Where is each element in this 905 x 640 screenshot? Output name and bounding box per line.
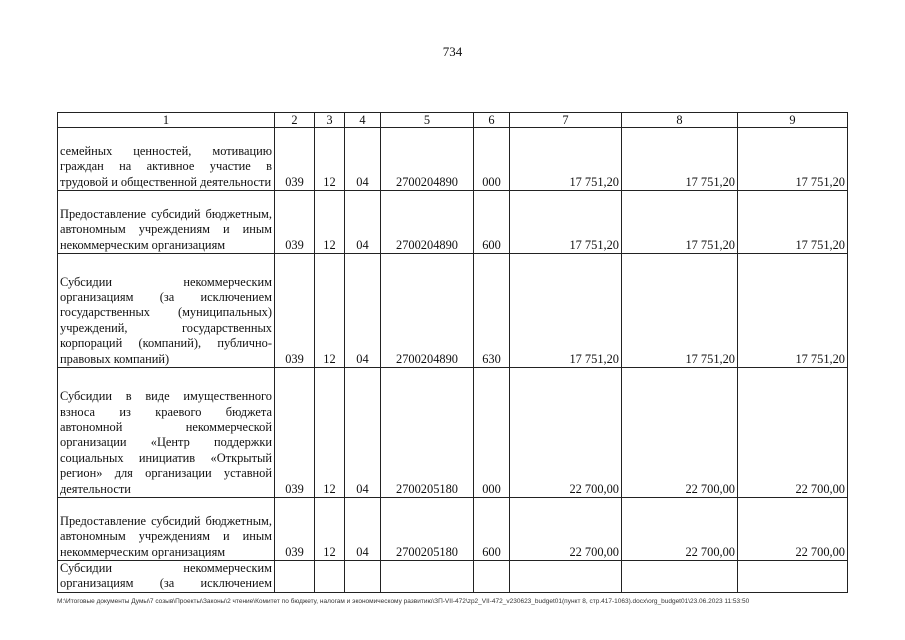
table-row (58, 128, 848, 191)
table-row (58, 561, 848, 593)
amount-cell: 22 700,00 (738, 368, 848, 498)
ministry-code-cell: 039 (275, 191, 315, 254)
ministry-code-cell: 039 (275, 498, 315, 561)
target-article-cell: 2700204890 (381, 191, 474, 254)
ministry-code-cell: 039 (275, 128, 315, 191)
column-number-row (58, 113, 848, 128)
target-article-cell: 2700204890 (381, 128, 474, 191)
target-article-cell: 2700205180 (381, 498, 474, 561)
header-cell: 9 (738, 113, 848, 128)
amount-cell: 22 700,00 (510, 368, 622, 498)
table-row (58, 191, 848, 254)
expense-type-cell: 000 (474, 368, 510, 498)
amount-cell: 22 700,00 (510, 498, 622, 561)
subsection-cell: 04 (345, 498, 381, 561)
header-cell: 3 (315, 113, 345, 128)
section-cell (315, 561, 345, 593)
target-article-cell: 2700204890 (381, 254, 474, 368)
expense-name-cell: семейных ценностей, мотивацию граждан на активное участие в трудовой и общественной деятельности (58, 128, 275, 191)
subsection-cell: 04 (345, 191, 381, 254)
subsection-cell: 04 (345, 128, 381, 191)
table-row (58, 254, 848, 368)
amount-cell (622, 561, 738, 593)
amount-cell: 22 700,00 (738, 498, 848, 561)
subsection-cell: 04 (345, 254, 381, 368)
section-cell: 12 (315, 191, 345, 254)
expense-type-cell (474, 561, 510, 593)
amount-cell: 17 751,20 (510, 191, 622, 254)
amount-cell: 17 751,20 (622, 128, 738, 191)
header-cell: 6 (474, 113, 510, 128)
amount-cell: 17 751,20 (622, 191, 738, 254)
page-number: 734 (442, 44, 463, 59)
expense-name-cell: Субсидии в виде имущественного взноса из краевого бюджета автономной некоммерческой организации «Центр поддержки социальных инициатив «Открытый регион» для организации уставной деятельности (58, 368, 275, 498)
ministry-code-cell: 039 (275, 368, 315, 498)
target-article-cell (381, 561, 474, 593)
amount-cell: 22 700,00 (622, 498, 738, 561)
amount-cell: 17 751,20 (738, 128, 848, 191)
expense-name-cell: Предоставление субсидий бюджетным, автономным учреждениям и иным некоммерческим организациям (58, 498, 275, 561)
amount-cell: 17 751,20 (510, 128, 622, 191)
header-cell: 2 (275, 113, 315, 128)
amount-cell (738, 561, 848, 593)
amount-cell: 17 751,20 (738, 191, 848, 254)
amount-cell: 17 751,20 (622, 254, 738, 368)
section-cell: 12 (315, 498, 345, 561)
expense-type-cell: 600 (474, 498, 510, 561)
section-cell: 12 (315, 368, 345, 498)
header-cell: 1 (58, 113, 275, 128)
header-cell: 4 (345, 113, 381, 128)
amount-cell: 17 751,20 (510, 254, 622, 368)
table-row (58, 498, 848, 561)
expense-name-cell: Субсидии некоммерческим организациям (за исключением государственных (муниципальных) учреждений, государственных корпораций (компаний), публично-правовых компаний) (58, 254, 275, 368)
expense-type-cell: 600 (474, 191, 510, 254)
budget-table (57, 112, 848, 593)
header-cell: 5 (381, 113, 474, 128)
subsection-cell: 04 (345, 368, 381, 498)
expense-type-cell: 000 (474, 128, 510, 191)
section-cell: 12 (315, 254, 345, 368)
header-cell: 8 (622, 113, 738, 128)
expense-type-cell: 630 (474, 254, 510, 368)
amount-cell (510, 561, 622, 593)
section-cell: 12 (315, 128, 345, 191)
subsection-cell (345, 561, 381, 593)
header-cell: 7 (510, 113, 622, 128)
target-article-cell: 2700205180 (381, 368, 474, 498)
document-path-footer: M:\Итоговые документы Думы\7 созыв\Проекты\Законы\2 чтение\Комитет по бюджету, налогам и экономическому развитию\ЗП-VII-472\zp2_VII-472_v230623_budget01(пункт 8, стр.417-1063).docx\org_budget01\23.06.2023 11:53:50 (57, 598, 750, 605)
amount-cell: 22 700,00 (622, 368, 738, 498)
ministry-code-cell: 039 (275, 254, 315, 368)
amount-cell: 17 751,20 (738, 254, 848, 368)
expense-name-cell: Предоставление субсидий бюджетным, автономным учреждениям и иным некоммерческим организациям (58, 191, 275, 254)
expense-name-cell: Субсидии некоммерческим организациям (за исключением (58, 561, 275, 593)
ministry-code-cell (275, 561, 315, 593)
table-row (58, 368, 848, 498)
